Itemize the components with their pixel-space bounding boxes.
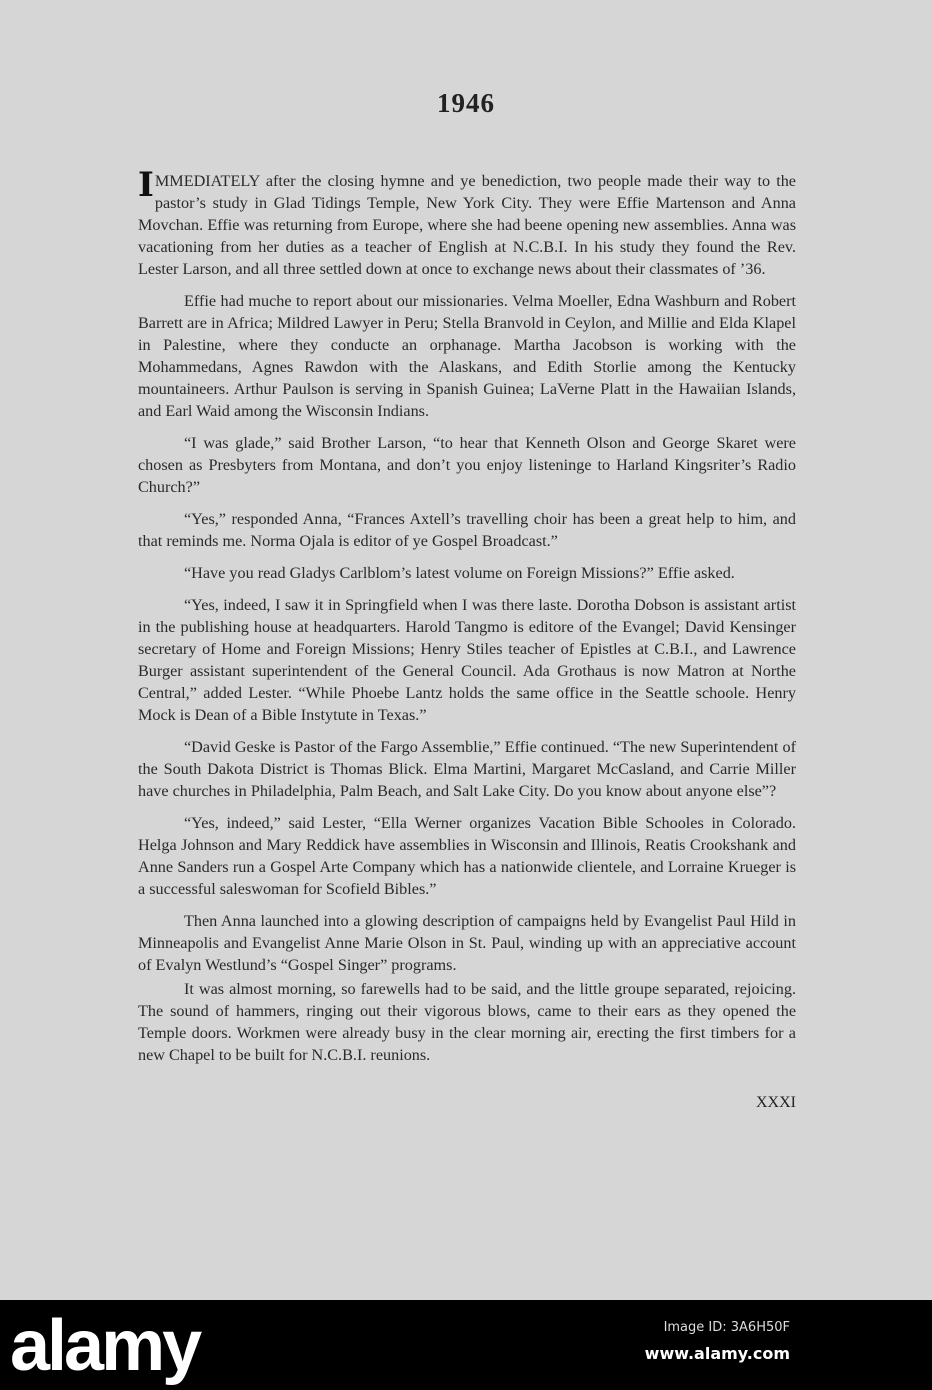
alamy-logo: alamy xyxy=(10,1306,200,1386)
paragraph: It was almost morning, so farewells had to be said, and the little groupe separated, rejoicing. The sound of hammers, ringing out their vigorous blows, came to their ears as they opened the Temple doors. Workmen were already busy in the clear morning air, erecting the first timbers for a new Chapel to be built for N.C.B.I. reunions. xyxy=(138,980,796,1064)
paragraph: “David Geske is Pastor of the Fargo Assemblie,” Effie continued. “The new Superintendent of the South Dakota District is Thomas Blick. Elma Martini, Margaret McCasland, and Carrie Miller have churches in Philadelphia, Palm Beach, and Salt Lake City. Do you know about anyone else”? xyxy=(138,738,796,800)
page-title: 1946 xyxy=(437,88,495,118)
document-body xyxy=(138,165,796,1114)
paragraph: “Yes, indeed,” said Lester, “Ella Werner organizes Vacation Bible Schooles in Colorado. Helga Johnson and Mary Reddick have assemblies in Wisconsin and Illinois, Reatis Crookshank and Anne Sanders run a Gospel Arte Company which has a nationwide clientele, and Lorraine Krueger is a successful saleswoman for Scofield Bibles.” xyxy=(138,814,796,898)
page-number: XXXI xyxy=(756,1094,796,1111)
drop-cap: I xyxy=(138,165,154,205)
paragraph-text: MMEDIATELY after the closing hymne and ye benediction, two people made their way to the pastor’s study in Glad Tidings Temple, New York City. They were Effie Martenson and Anna Movchan. Effie was returning from Europe, where she had beene opening new assemblies. Anna was vacationing from her duties as a teacher of English at N.C.B.I. In his study they found the Rev. Lester Larson, and all three settled down at once to exchange news about their classmates of ’36. xyxy=(138,172,796,278)
site-url: www.alamy.com xyxy=(644,1344,790,1363)
paragraph: “Have you read Gladys Carlblom’s latest volume on Foreign Missions?” Effie asked. xyxy=(184,564,735,582)
paragraph: Then Anna launched into a glowing description of campaigns held by Evangelist Paul Hild in Minneapolis and Evangelist Anne Marie Olson in St. Paul, winding up with an appreciative account of Evalyn Westlund’s “Gospel Singer” programs. xyxy=(138,912,796,974)
paragraph: “Yes, indeed, I saw it in Springfield when I was there laste. Dorotha Dobson is assistant artist in the publishing house at headquarters. Harold Tangmo is editore of the Evangel; David Kensinger secretary of Home and Foreign Missions; Henry Stiles teacher of Epistles at C.B.I., and Lawrence Burger assistant superintendent of the General Council. Ada Grothaus is now Matron at Northe Central,” added Lester. “While Phoebe Lantz holds the same office in the Seattle schoole. Henry Mock is Dean of a Bible Instytute in Texas.” xyxy=(138,596,796,724)
paragraph xyxy=(138,165,796,280)
watermark-footer xyxy=(0,1300,932,1390)
paragraph: “Yes,” responded Anna, “Frances Axtell’s travelling choir has been a great help to him, and that reminds me. Norma Ojala is editor of ye Gospel Broadcast.” xyxy=(138,510,796,550)
image-id: Image ID: 3A6H50F xyxy=(663,1320,790,1335)
paragraph: “I was glade,” said Brother Larson, “to hear that Kenneth Olson and George Skaret were chosen as Presbyters from Montana, and don’t you enjoy listeninge to Harland Kingsriter’s Radio Church?” xyxy=(138,434,796,496)
paragraph: Effie had muche to report about our missionaries. Velma Moeller, Edna Washburn and Robert Barrett are in Africa; Mildred Lawyer in Peru; Stella Branvold in Ceylon, and Millie and Elda Klapel in Palestine, where they conducte an orphanage. Martha Jacobson is working with the Mohammedans, Agnes Rawdon with the Alaskans, and Edith Storlie among the Kentucky mountaineers. Arthur Paulson is serving in Spanish Guinea; LaVerne Platt in the Hawaiian Islands, and Earl Waid among the Wisconsin Indians. xyxy=(138,292,796,420)
